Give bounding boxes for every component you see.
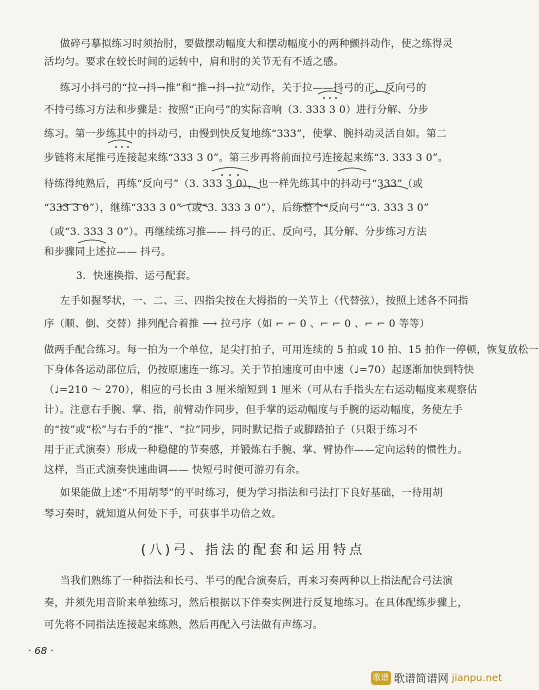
watermark-url[interactable]: jianpu.net: [451, 672, 502, 684]
text-line: 奏，并须先用音阶来单独练习，然后根据以下伴奏实例进行反复地练习。在具体配练步骤上，: [44, 598, 468, 609]
watermark: [371, 668, 502, 688]
section-subheading: 3．快速换指、运弓配套。: [76, 271, 197, 282]
text-line: 做碎弓摹拟练习时须抬肘，要做摆动幅度大和摆动幅度小的两种颤抖动作，使之练得灵: [60, 39, 453, 50]
text-line: 练习小抖弓的“拉→抖→推”和“推→抖→拉”动作，关于拉——抖弓的正、反向弓的: [60, 83, 427, 94]
text-line: 左手如握琴状，一、二、三、四指尖按在大拇指的一关节上（代替弦），按照上述各不同指: [60, 296, 469, 307]
text-line: 用于正式演奏）形成一种稳健的节奏感，并锻炼右手腕、掌、臂协作——定向运转的惯性力。: [44, 445, 468, 456]
watermark-text: 歌谱简谱网: [393, 672, 449, 685]
watermark-logo-icon: 歌谱: [371, 671, 391, 685]
text-line: 和步骤同上述拉—— 抖弓。: [44, 247, 172, 258]
text-line: 这样，当正式演奏快速曲调—— 快短弓时便可游刃有余。: [44, 465, 306, 476]
text-line: 做两手配合练习。每一拍为一个单位，足尖打拍子，可用连续的 5 拍或 10 拍、15 拍作一停顿，恢复放松一: [44, 345, 539, 356]
text-line: 当我们熟练了一种指法和长弓、半弓的配合演奏后，再来习奏两种以上指法配合弓法演: [60, 576, 453, 587]
text-line: 琴习奏时，就知道从何处下手，可获事半功倍之效。: [44, 509, 282, 520]
text-line: （或“3. 333 3 0”）。再继续练习推—— 抖弓的正、反向弓，其分解、分步练习方法: [44, 227, 427, 238]
text-line: 序（顺、倒、交替）排列配合着推 ⟶ 拉弓序（如 ⌐ ⌐ 0 、⌐ ⌐ 0 、⌐ ⌐ 0 等等）: [44, 319, 430, 330]
text-line: 不持弓练习方法和步骤是：按照“正向弓”的实际音响（3. 333 3 0）进行分解、分步: [44, 105, 429, 116]
text-line: （♩=210 ～ 270），相应的弓长由 3 厘米缩短到 1 厘米（可从右手指头左右运动幅度来观察估: [44, 385, 478, 396]
text-line: 的“按”或“松”与右手的“推”、“拉”同步，同时默记指子或脚踏拍子（只限于练习不: [44, 425, 418, 436]
text-line: “333 3 0”），继练“333 3 0”（或“3. 333 3 0”），后练整个“反向弓”“3. 333 3 0”: [44, 203, 429, 214]
text-line: 步链将末尾推弓连接起来练“333 3 0”。第三步再将前面拉弓连接起来练“3. 333 3 0”。: [44, 153, 449, 164]
text-line: 下身体各运动部位后，仍按原速连一练习。关于节拍速度可由中速（♩=70）起逐渐加快到特快: [44, 365, 475, 376]
text-line: 练习。第一步练其中的抖动弓，由慢到快反复地练“333”，使掌、腕抖动灵活自如。第二: [44, 129, 447, 140]
text-line: 如果能做上述“不用胡琴”的平时练习，便为学习指法和弓法打下良好基础，一待用胡: [60, 488, 443, 499]
text-line: 可先将不同指法连接起来练熟，然后再配入弓法做有声练习。: [44, 620, 324, 631]
text-line: 待练得纯熟后，再练“反向弓”（3. 333 3 0），也一样先练其中的抖动弓“333”（或: [44, 179, 424, 190]
section-heading: (八)弓、指法的配套和运用特点: [140, 543, 366, 558]
text-line: 计）。注意右手腕、掌、指，前臂动作同步，但手掌的运动幅度与手腕的运动幅度，务使左手: [44, 405, 463, 416]
text-line: 活均匀。要求在较长时间的运转中，肩和肘的关节无有不适之感。: [44, 57, 344, 68]
page-number: · 68 ·: [28, 646, 54, 657]
